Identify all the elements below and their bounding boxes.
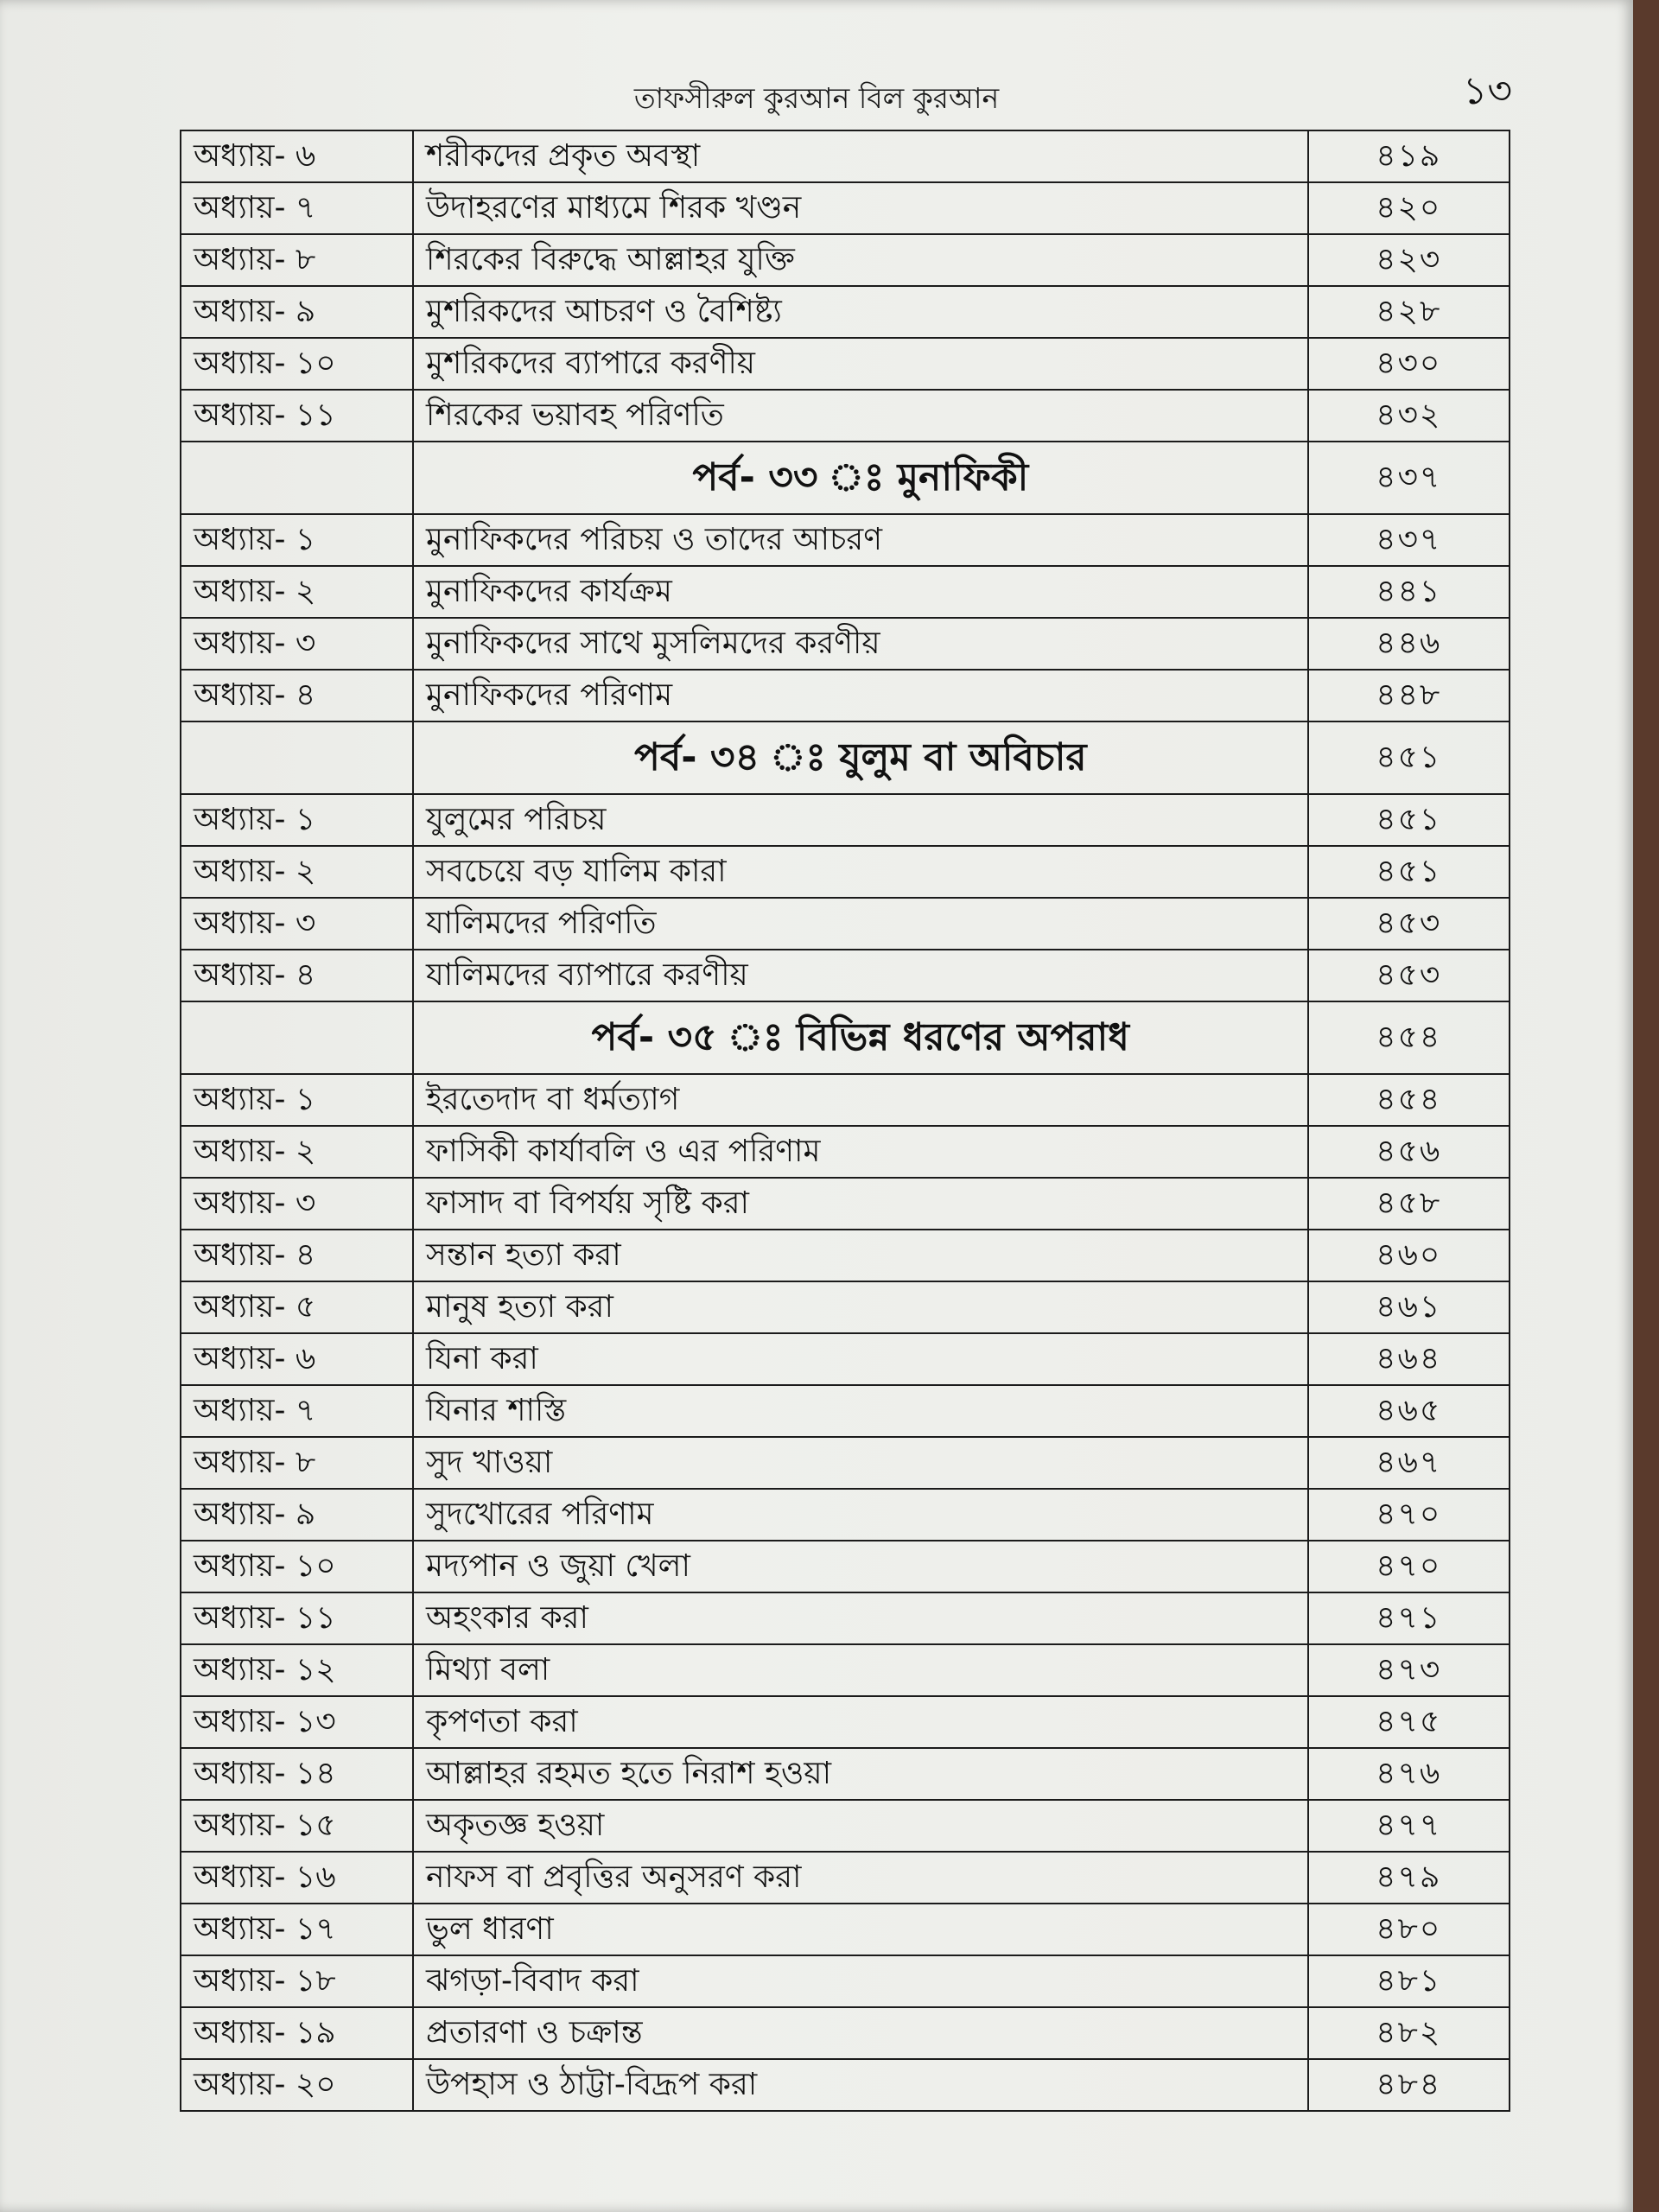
chapter-number: অধ্যায়- ৯	[181, 1489, 413, 1541]
chapter-row	[181, 1074, 1510, 1126]
running-title: তাফসীরুল কুরআন বিল কুরআন	[633, 81, 1000, 115]
chapter-number: অধ্যায়- ১৩	[181, 1696, 413, 1748]
part-heading-row	[181, 721, 1510, 794]
chapter-title: ঝগড়া-বিবাদ করা	[413, 1955, 1307, 2007]
chapter-number: অধ্যায়- ১৭	[181, 1904, 413, 1955]
chapter-title: যিনা করা	[413, 1333, 1307, 1385]
contents-table-body	[181, 130, 1510, 2111]
part-heading-row	[181, 442, 1510, 514]
chapter-row	[181, 1178, 1510, 1230]
chapter-title: শিরকের ভয়াবহ পরিণতি	[413, 390, 1307, 442]
chapter-number: অধ্যায়- ১০	[181, 338, 413, 390]
chapter-number: অধ্যায়- ৩	[181, 618, 413, 670]
page-reference: ৪৮১	[1308, 1955, 1510, 2007]
chapter-number: অধ্যায়- ১১	[181, 1592, 413, 1644]
chapter-title: ইরতেদাদ বা ধর্মত্যাগ	[413, 1074, 1307, 1126]
chapter-row	[181, 286, 1510, 338]
chapter-title: প্রতারণা ও চক্রান্ত	[413, 2007, 1307, 2059]
chapter-number: অধ্যায়- ৪	[181, 670, 413, 721]
chapter-title: যিনার শাস্তি	[413, 1385, 1307, 1437]
chapter-title: ভুল ধারণা	[413, 1904, 1307, 1955]
chapter-number	[181, 442, 413, 514]
chapter-title: নাফস বা প্রবৃত্তির অনুসরণ করা	[413, 1852, 1307, 1904]
chapter-row	[181, 1333, 1510, 1385]
page-reference: ৪২৩	[1308, 234, 1510, 286]
page-reference: ৪৭০	[1308, 1489, 1510, 1541]
chapter-row	[181, 1385, 1510, 1437]
chapter-number: অধ্যায়- ৩	[181, 1178, 413, 1230]
page-reference: ৪৭১	[1308, 1592, 1510, 1644]
chapter-title: অহংকার করা	[413, 1592, 1307, 1644]
chapter-row	[181, 950, 1510, 1001]
chapter-number: অধ্যায়- ১৮	[181, 1955, 413, 2007]
chapter-number: অধ্যায়- ১৯	[181, 2007, 413, 2059]
part-title: পর্ব- ৩৫ ঃ বিভিন্ন ধরণের অপরাধ	[413, 1001, 1307, 1074]
chapter-row	[181, 2007, 1510, 2059]
page-reference: ৪৫৪	[1308, 1074, 1510, 1126]
chapter-row	[181, 1696, 1510, 1748]
chapter-title: উদাহরণের মাধ্যমে শিরক খণ্ডন	[413, 182, 1307, 234]
chapter-number: অধ্যায়- ৯	[181, 286, 413, 338]
page-reference: ৪৫৬	[1308, 1126, 1510, 1178]
chapter-title: শরীকদের প্রকৃত অবস্থা	[413, 130, 1307, 182]
chapter-row	[181, 390, 1510, 442]
chapter-title: উপহাস ও ঠাট্টা-বিদ্রূপ করা	[413, 2059, 1307, 2111]
page-reference: ৪৬৫	[1308, 1385, 1510, 1437]
page-reference: ৪২৮	[1308, 286, 1510, 338]
chapter-title: যালিমদের ব্যাপারে করণীয়	[413, 950, 1307, 1001]
chapter-title: শিরকের বিরুদ্ধে আল্লাহর যুক্তি	[413, 234, 1307, 286]
chapter-row	[181, 1852, 1510, 1904]
chapter-row	[181, 182, 1510, 234]
chapter-title: যালিমদের পরিণতি	[413, 898, 1307, 950]
chapter-row	[181, 1541, 1510, 1592]
page-reference: ৪৭৯	[1308, 1852, 1510, 1904]
chapter-title: ফাসিকী কার্যাবলি ও এর পরিণাম	[413, 1126, 1307, 1178]
chapter-number: অধ্যায়- ৬	[181, 1333, 413, 1385]
chapter-title: মুনাফিকদের পরিণাম	[413, 670, 1307, 721]
page-reference: ৪৫১	[1308, 721, 1510, 794]
chapter-row	[181, 898, 1510, 950]
chapter-number: অধ্যায়- ৪	[181, 1230, 413, 1281]
chapter-number	[181, 1001, 413, 1074]
chapter-number: অধ্যায়- ১৬	[181, 1852, 413, 1904]
page-reference: ৪৪১	[1308, 566, 1510, 618]
chapter-number: অধ্যায়- ৮	[181, 234, 413, 286]
page-reference: ৪৭৩	[1308, 1644, 1510, 1696]
chapter-row	[181, 794, 1510, 846]
page-reference: ৪১৯	[1308, 130, 1510, 182]
page-reference: ৪৩২	[1308, 390, 1510, 442]
chapter-number: অধ্যায়- ১	[181, 514, 413, 566]
chapter-number: অধ্যায়- ১০	[181, 1541, 413, 1592]
page-reference: ৪৪৬	[1308, 618, 1510, 670]
part-title: পর্ব- ৩৪ ঃ যুলুম বা অবিচার	[413, 721, 1307, 794]
chapter-number: অধ্যায়- ৬	[181, 130, 413, 182]
chapter-row	[181, 846, 1510, 898]
page-reference: ৪৬৭	[1308, 1437, 1510, 1489]
page-reference: ৪৮৪	[1308, 2059, 1510, 2111]
page-reference: ৪৭৬	[1308, 1748, 1510, 1800]
chapter-title: মুশরিকদের ব্যাপারে করণীয়	[413, 338, 1307, 390]
chapter-number: অধ্যায়- ২	[181, 846, 413, 898]
chapter-title: মুশরিকদের আচরণ ও বৈশিষ্ট্য	[413, 286, 1307, 338]
chapter-title: মুনাফিকদের কার্যক্রম	[413, 566, 1307, 618]
page-reference: ৪৭৫	[1308, 1696, 1510, 1748]
page-reference: ৪৫৩	[1308, 898, 1510, 950]
chapter-row	[181, 618, 1510, 670]
chapter-number: অধ্যায়- ৮	[181, 1437, 413, 1489]
chapter-title: ফাসাদ বা বিপর্যয় সৃষ্টি করা	[413, 1178, 1307, 1230]
page-reference: ৪৫১	[1308, 794, 1510, 846]
chapter-row	[181, 1230, 1510, 1281]
chapter-row	[181, 514, 1510, 566]
chapter-row	[181, 566, 1510, 618]
chapter-row	[181, 1489, 1510, 1541]
page-reference: ৪৫৩	[1308, 950, 1510, 1001]
chapter-title: সুদখোরের পরিণাম	[413, 1489, 1307, 1541]
chapter-title: মিথ্যা বলা	[413, 1644, 1307, 1696]
chapter-title: যুলুমের পরিচয়	[413, 794, 1307, 846]
chapter-number: অধ্যায়- ১	[181, 1074, 413, 1126]
part-title: পর্ব- ৩৩ ঃ মুনাফিকী	[413, 442, 1307, 514]
page-reference: ৪৭০	[1308, 1541, 1510, 1592]
page-reference: ৪৬৪	[1308, 1333, 1510, 1385]
chapter-row	[181, 338, 1510, 390]
chapter-number: অধ্যায়- ৭	[181, 182, 413, 234]
page-reference: ৪৮২	[1308, 2007, 1510, 2059]
page-reference: ৪৪৮	[1308, 670, 1510, 721]
chapter-number: অধ্যায়- ২	[181, 566, 413, 618]
chapter-row	[181, 234, 1510, 286]
chapter-number: অধ্যায়- ১২	[181, 1644, 413, 1696]
chapter-number: অধ্যায়- ৫	[181, 1281, 413, 1333]
chapter-row	[181, 1955, 1510, 2007]
chapter-number: অধ্যায়- ২০	[181, 2059, 413, 2111]
page-reference: ৪৩৭	[1308, 442, 1510, 514]
chapter-row	[181, 1800, 1510, 1852]
chapter-row	[181, 130, 1510, 182]
chapter-row	[181, 1126, 1510, 1178]
chapter-number: অধ্যায়- ১	[181, 794, 413, 846]
page-reference: ৪৩০	[1308, 338, 1510, 390]
chapter-title: অকৃতজ্ঞ হওয়া	[413, 1800, 1307, 1852]
chapter-row	[181, 1437, 1510, 1489]
chapter-row	[181, 670, 1510, 721]
chapter-row	[181, 1281, 1510, 1333]
page-reference: ৪৫৪	[1308, 1001, 1510, 1074]
chapter-row	[181, 1644, 1510, 1696]
page-reference: ৪৫১	[1308, 846, 1510, 898]
page-reference: ৪৮০	[1308, 1904, 1510, 1955]
chapter-number: অধ্যায়- ২	[181, 1126, 413, 1178]
chapter-title: কৃপণতা করা	[413, 1696, 1307, 1748]
chapter-row	[181, 2059, 1510, 2111]
page-reference: ৪৬০	[1308, 1230, 1510, 1281]
chapter-number: অধ্যায়- ১১	[181, 390, 413, 442]
chapter-number: অধ্যায়- ৩	[181, 898, 413, 950]
chapter-number	[181, 721, 413, 794]
chapter-title: মুনাফিকদের সাথে মুসলিমদের করণীয়	[413, 618, 1307, 670]
chapter-title: মদ্যপান ও জুয়া খেলা	[413, 1541, 1307, 1592]
page-reference: ৪২০	[1308, 182, 1510, 234]
chapter-title: মুনাফিকদের পরিচয় ও তাদের আচরণ	[413, 514, 1307, 566]
chapter-row	[181, 1748, 1510, 1800]
chapter-title: আল্লাহর রহমত হতে নিরাশ হওয়া	[413, 1748, 1307, 1800]
chapter-title: মানুষ হত্যা করা	[413, 1281, 1307, 1333]
chapter-title: সন্তান হত্যা করা	[413, 1230, 1307, 1281]
chapter-row	[181, 1904, 1510, 1955]
part-heading-row	[181, 1001, 1510, 1074]
chapter-title: সুদ খাওয়া	[413, 1437, 1307, 1489]
page-reference: ৪৭৭	[1308, 1800, 1510, 1852]
contents-table	[180, 130, 1510, 2112]
page-reference: ৪৬১	[1308, 1281, 1510, 1333]
chapter-row	[181, 1592, 1510, 1644]
chapter-number: অধ্যায়- ১৫	[181, 1800, 413, 1852]
chapter-number: অধ্যায়- ৭	[181, 1385, 413, 1437]
chapter-number: অধ্যায়- ১৪	[181, 1748, 413, 1800]
page-reference: ৪৩৭	[1308, 514, 1510, 566]
chapter-title: সবচেয়ে বড় যালিম কারা	[413, 846, 1307, 898]
page-reference: ৪৫৮	[1308, 1178, 1510, 1230]
page-number: ১৩	[1462, 69, 1512, 113]
chapter-number: অধ্যায়- ৪	[181, 950, 413, 1001]
